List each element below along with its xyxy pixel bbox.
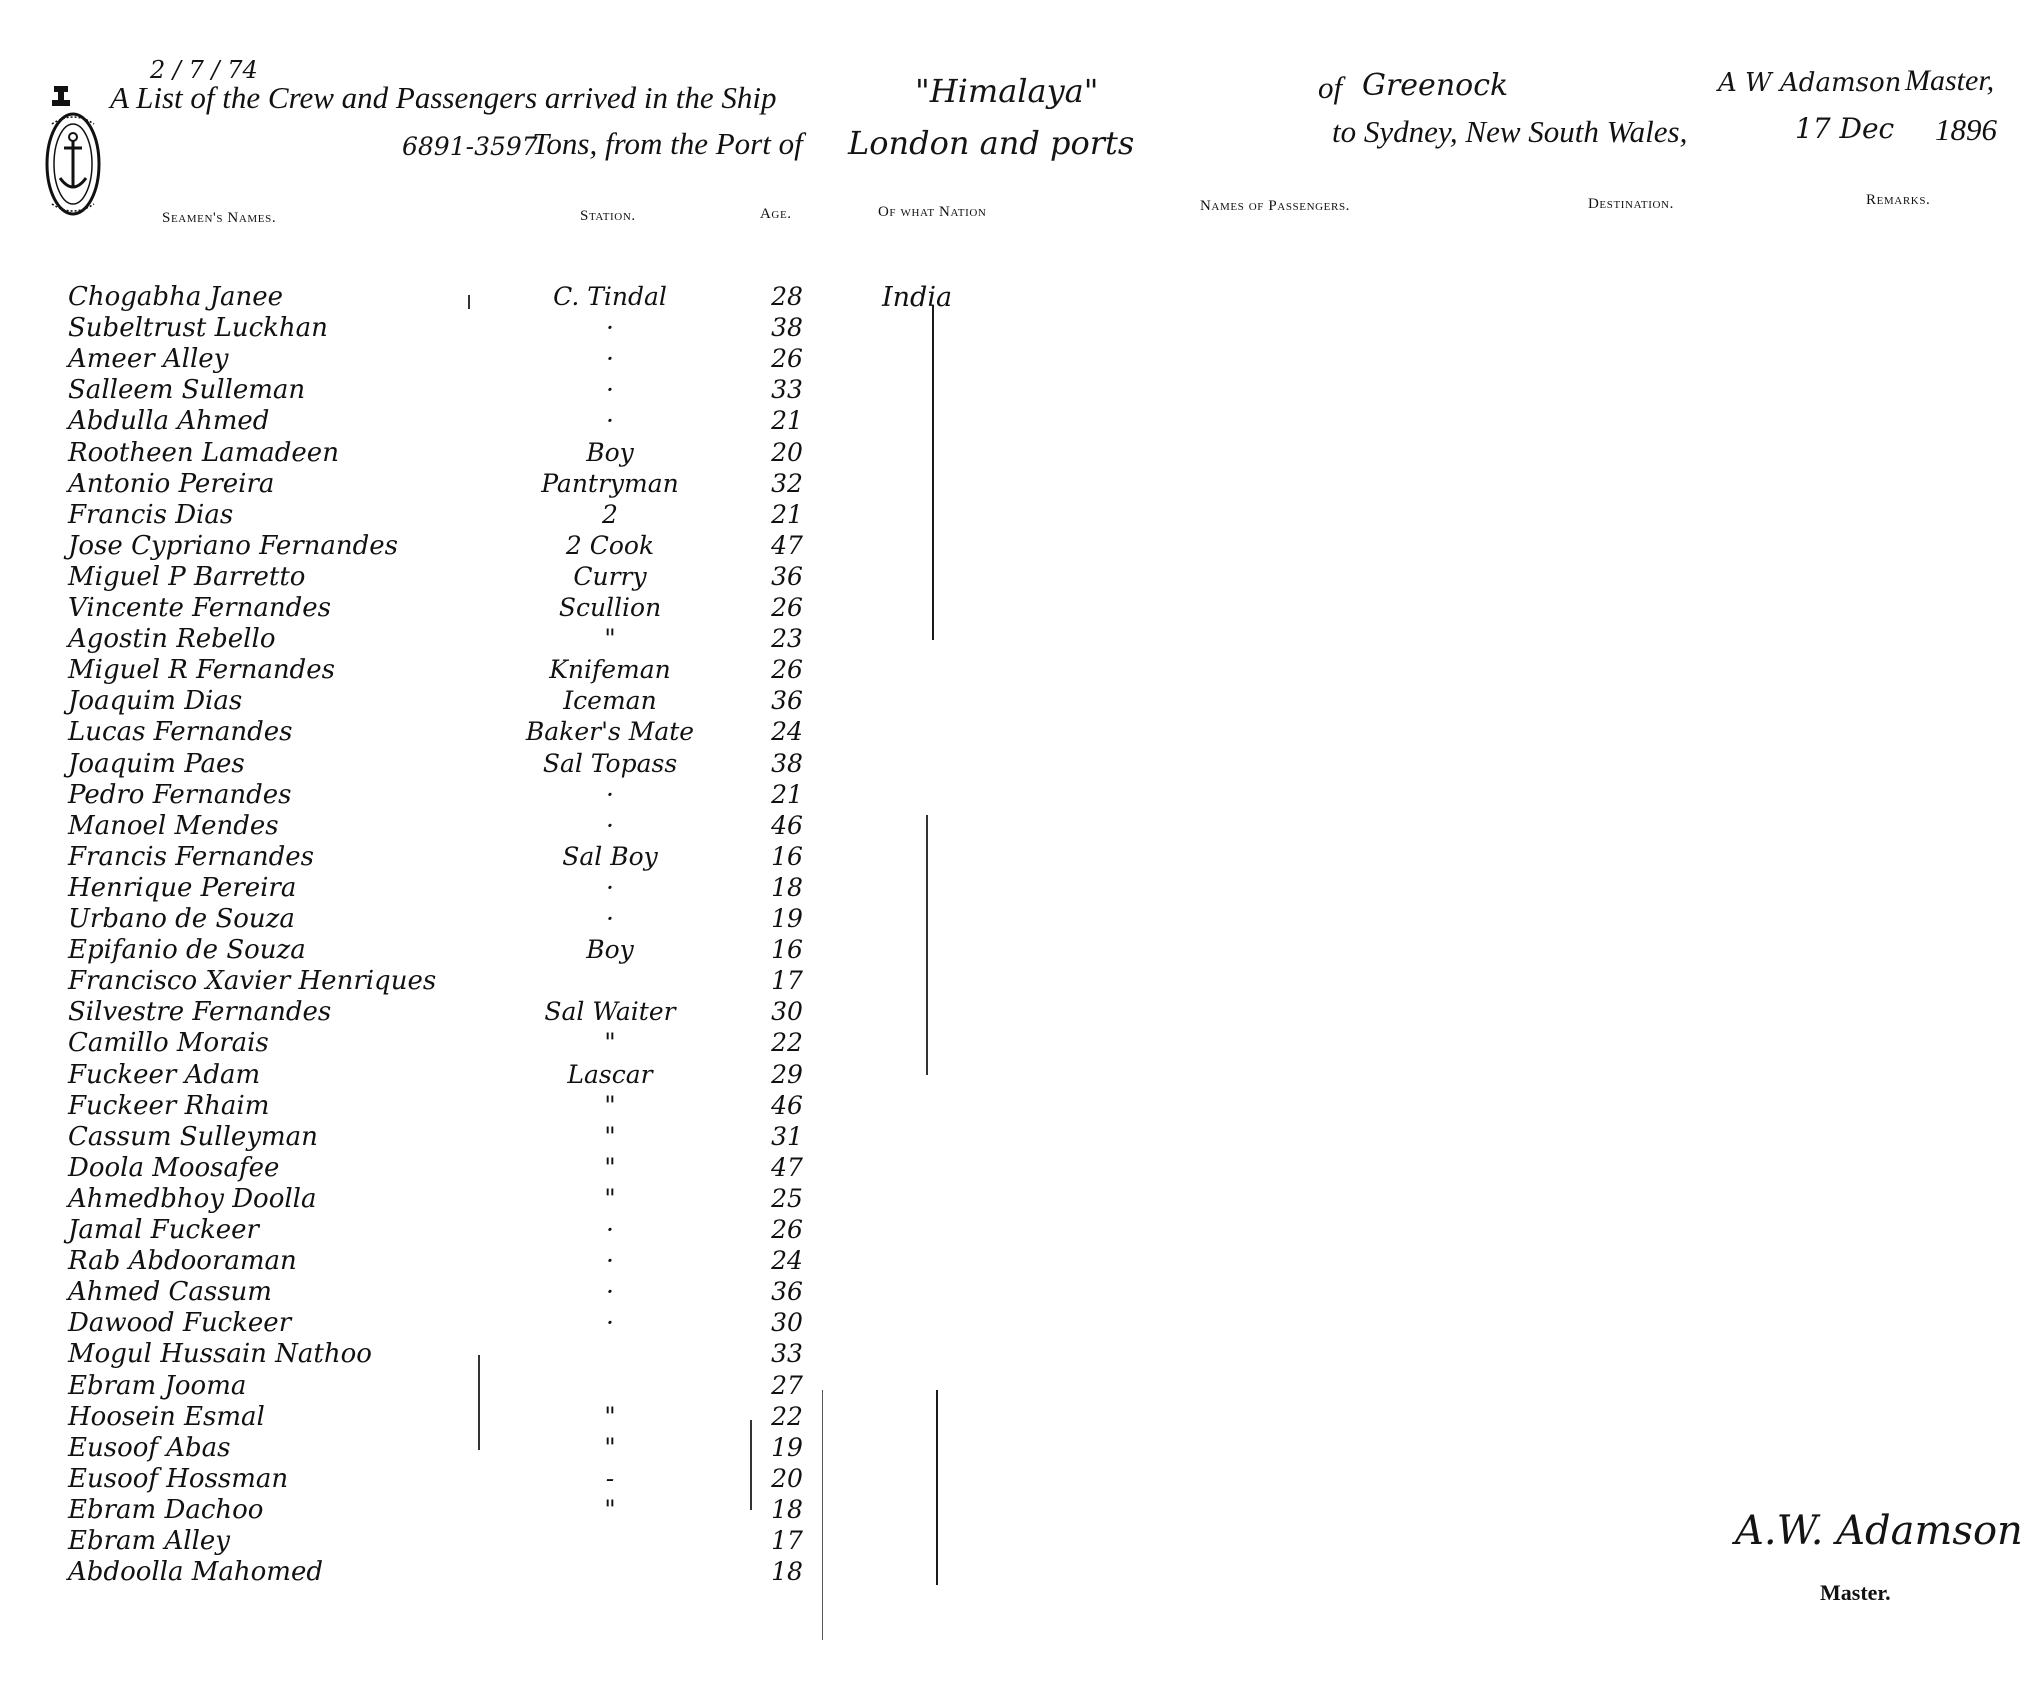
crew-row [0, 344, 2034, 375]
seaman-age: 21 [771, 499, 803, 529]
seaman-age: 18 [771, 872, 803, 902]
crew-row [0, 1495, 2034, 1526]
list-title: A List of the Crew and Passengers arrived in the Ship [110, 80, 777, 115]
port-of-registry: Greenock [1362, 68, 1509, 103]
ship-name: "Himalaya" [915, 72, 1099, 110]
seaman-name: Miguel R Fernandes [68, 655, 335, 686]
crew-row [0, 1339, 2034, 1370]
seaman-station: " [604, 1152, 616, 1182]
seaman-name: Salleem Sulleman [68, 375, 306, 406]
crew-row [0, 1371, 2034, 1402]
seaman-age: 26 [771, 1215, 803, 1244]
seaman-station: " [604, 1183, 616, 1213]
seaman-station: 2 Cook [565, 530, 655, 560]
seaman-age: 28 [771, 282, 803, 311]
seaman-name: Dawood Fuckeer [68, 1308, 292, 1339]
seaman-name: Francisco Xavier Henriques [68, 966, 437, 997]
seaman-name: Francis Fernandes [68, 841, 314, 872]
crew-row [0, 1308, 2034, 1339]
crew-row [0, 1215, 2034, 1246]
crew-row [0, 1122, 2034, 1153]
seaman-name: Ebram Alley [68, 1526, 230, 1556]
seaman-nation: India [882, 282, 953, 313]
arrival-year: 1896 [1935, 112, 1997, 147]
seaman-name: Camillo Morais [68, 1028, 269, 1059]
seaman-name: Miguel P Barretto [68, 561, 306, 592]
seaman-station: Sal Boy [562, 841, 658, 871]
crew-row [0, 686, 2034, 717]
col-remarks: Remarks. [1866, 192, 1931, 208]
seaman-station: · [606, 1215, 614, 1244]
destination-label: to Sydney, New South Wales, [1332, 114, 1688, 149]
seaman-station: 2 [602, 499, 618, 529]
seaman-age: 23 [771, 624, 803, 654]
seaman-name: Pedro Fernandes [68, 779, 292, 810]
seaman-station: " [604, 1090, 616, 1120]
seaman-age: 21 [771, 406, 803, 436]
crew-row [0, 655, 2034, 686]
seaman-station: " [604, 1494, 616, 1524]
crew-row [0, 562, 2034, 593]
seaman-station: Baker's Mate [525, 717, 695, 747]
seaman-station: " [604, 1121, 616, 1151]
seaman-station: Sal Topass [542, 748, 678, 778]
crew-row [0, 1277, 2034, 1308]
crew-row [0, 1028, 2034, 1059]
crew-row [0, 282, 2034, 313]
seaman-name: Subeltrust Luckhan [68, 313, 328, 344]
seaman-name: Doola Moosafee [68, 1152, 280, 1183]
seaman-station: Pantryman [541, 468, 679, 498]
seaman-station: Curry [573, 561, 647, 591]
seaman-age: 17 [771, 966, 803, 996]
seaman-age: 30 [771, 997, 803, 1027]
seaman-age: 36 [771, 1277, 803, 1307]
seaman-station: · [606, 904, 614, 933]
crew-row [0, 1153, 2034, 1184]
seaman-age: 24 [771, 1246, 803, 1276]
seaman-station: Scullion [558, 593, 662, 622]
crew-row [0, 935, 2034, 966]
seaman-age: 20 [771, 1463, 803, 1493]
seaman-name: Urbano de Souza [68, 904, 295, 934]
crew-row [0, 593, 2034, 624]
seaman-name: Jamal Fuckeer [68, 1215, 259, 1245]
seaman-age: 26 [771, 655, 803, 685]
col-passengers: Names of Passengers. [1200, 198, 1351, 214]
seaman-age: 16 [771, 841, 803, 871]
crew-row [0, 624, 2034, 655]
crew-row [0, 1526, 2034, 1557]
seaman-name: Eusoof Abas [68, 1432, 231, 1463]
seaman-age: 18 [771, 1557, 803, 1587]
seaman-age: 38 [771, 313, 803, 343]
seaman-name: Ahmedbhoy Doolla [68, 1183, 317, 1214]
seaman-name: Joaquim Dias [68, 686, 243, 717]
seaman-age: 32 [771, 468, 803, 498]
crew-row [0, 313, 2034, 344]
document-number: 2 / 7 / 74 [150, 56, 258, 84]
seaman-age: 25 [771, 1183, 803, 1213]
crew-row [0, 1557, 2034, 1588]
crew-row [0, 1184, 2034, 1215]
seaman-age: 30 [771, 1308, 803, 1338]
crew-row [0, 469, 2034, 500]
seaman-age: 24 [771, 717, 803, 747]
seaman-age: 22 [771, 1401, 803, 1431]
col-age: Age. [760, 206, 792, 222]
seaman-age: 27 [771, 1370, 803, 1400]
crew-row [0, 904, 2034, 935]
seaman-age: 36 [771, 686, 803, 716]
seaman-name: Antonio Pereira [68, 468, 275, 499]
seaman-station: · [606, 1277, 614, 1307]
seaman-station: · [606, 406, 614, 436]
seaman-station: Sal Waiter [544, 997, 676, 1027]
master-name: A W Adamson [1718, 68, 1902, 98]
col-station: Station. [580, 208, 636, 224]
crew-row [0, 531, 2034, 562]
seaman-age: 16 [771, 935, 803, 965]
crew-row [0, 749, 2034, 780]
seaman-age: 29 [771, 1059, 803, 1089]
seaman-station: · [606, 810, 614, 840]
seaman-name: Chogabha Janee [68, 282, 284, 312]
seaman-name: Henrique Pereira [68, 872, 297, 903]
seaman-name: Fuckeer Rhaim [68, 1090, 270, 1121]
seaman-name: Ahmed Cassum [68, 1277, 272, 1308]
seaman-station: Boy [586, 935, 634, 965]
crew-row [0, 406, 2034, 437]
seaman-name: Ebram Jooma [68, 1370, 247, 1401]
crew-row [0, 811, 2034, 842]
col-destination: Destination. [1588, 196, 1674, 212]
col-nation: Of what Nation [878, 204, 987, 220]
seaman-station: Lascar [567, 1059, 653, 1089]
seaman-age: 19 [771, 904, 803, 933]
from-port: London and ports [848, 124, 1135, 162]
crew-row [0, 842, 2034, 873]
seaman-age: 21 [771, 779, 803, 809]
seaman-age: 26 [771, 344, 803, 374]
crew-row [0, 1464, 2034, 1495]
master-signature: A.W. Adamson [1735, 1508, 2023, 1554]
seaman-age: 38 [771, 748, 803, 778]
seaman-name: Hoosein Esmal [68, 1401, 265, 1432]
seaman-age: 46 [771, 810, 803, 840]
crew-row [0, 375, 2034, 406]
seaman-name: Vincente Fernandes [68, 593, 331, 623]
seaman-name: Abdoolla Mahomed [68, 1557, 323, 1588]
seaman-name: Joaquim Paes [68, 748, 245, 779]
seaman-age: 20 [771, 437, 803, 467]
seaman-station: · [606, 872, 614, 902]
seaman-station: · [606, 375, 614, 405]
seaman-station: Iceman [563, 686, 657, 716]
seaman-name: Rab Abdooraman [68, 1246, 297, 1277]
tonnage-label: Tons, from the Port of [532, 126, 803, 161]
of-label: of [1318, 70, 1343, 105]
seaman-age: 31 [771, 1121, 803, 1151]
seaman-age: 47 [771, 530, 803, 560]
crew-row [0, 873, 2034, 904]
seaman-name: Epifanio de Souza [68, 935, 306, 966]
seaman-name: Cassum Sulleyman [68, 1121, 318, 1152]
seaman-age: 19 [771, 1432, 803, 1462]
col-seamen-names: Seamen's Names. [162, 210, 277, 226]
crew-row [0, 717, 2034, 748]
crew-row [0, 500, 2034, 531]
crew-row [0, 780, 2034, 811]
crew-row [0, 966, 2034, 997]
seaman-station: Boy [586, 437, 634, 467]
seaman-age: 17 [771, 1526, 803, 1555]
seaman-name: Fuckeer Adam [68, 1059, 261, 1090]
seaman-name: Rootheen Lamadeen [68, 437, 339, 468]
seaman-name: Jose Cypriano Fernandes [68, 530, 399, 561]
seaman-station: - [605, 1463, 615, 1493]
crew-row [0, 1402, 2034, 1433]
seaman-name: Mogul Hussain Nathoo [68, 1339, 372, 1370]
signature-label: Master. [1820, 1580, 1891, 1605]
seaman-station: · [606, 1308, 614, 1338]
seaman-name: Eusoof Hossman [68, 1463, 289, 1494]
seaman-name: Manoel Mendes [68, 810, 279, 841]
seaman-station: " [604, 1028, 616, 1058]
crew-row [0, 1433, 2034, 1464]
arrival-date: 17 Dec [1795, 112, 1895, 145]
seaman-station: · [606, 1246, 614, 1276]
seaman-age: 36 [771, 561, 803, 591]
seaman-station: " [604, 1401, 616, 1431]
seaman-age: 47 [771, 1152, 803, 1182]
seaman-station: " [604, 624, 616, 654]
crew-row [0, 1246, 2034, 1277]
seaman-name: Francis Dias [68, 499, 234, 530]
seaman-name: Ameer Alley [68, 344, 229, 375]
crew-row [0, 1060, 2034, 1091]
seaman-station: · [606, 344, 614, 374]
tonnage-value: 6891-3597 [402, 132, 538, 161]
seaman-age: 22 [771, 1028, 803, 1058]
crew-row [0, 438, 2034, 469]
seaman-station: " [604, 1432, 616, 1462]
master-label: Master, [1905, 64, 1995, 97]
seaman-station: · [606, 779, 614, 809]
seaman-name: Silvestre Fernandes [68, 997, 332, 1028]
seaman-age: 33 [771, 1339, 803, 1369]
seaman-age: 18 [771, 1494, 803, 1524]
seaman-name: Agostin Rebello [68, 624, 276, 655]
seaman-name: Lucas Fernandes [68, 717, 293, 748]
customs-seal-icon [44, 84, 102, 218]
seaman-name: Ebram Dachoo [68, 1494, 264, 1525]
seaman-station: C. Tindal [553, 282, 667, 311]
seaman-name: Abdulla Ahmed [68, 406, 270, 437]
seaman-station: Knifeman [549, 655, 671, 685]
seaman-age: 26 [771, 593, 803, 622]
seaman-station: · [606, 313, 614, 343]
crew-row [0, 1091, 2034, 1122]
crew-row [0, 997, 2034, 1028]
seaman-age: 46 [771, 1090, 803, 1120]
seaman-age: 33 [771, 375, 803, 405]
